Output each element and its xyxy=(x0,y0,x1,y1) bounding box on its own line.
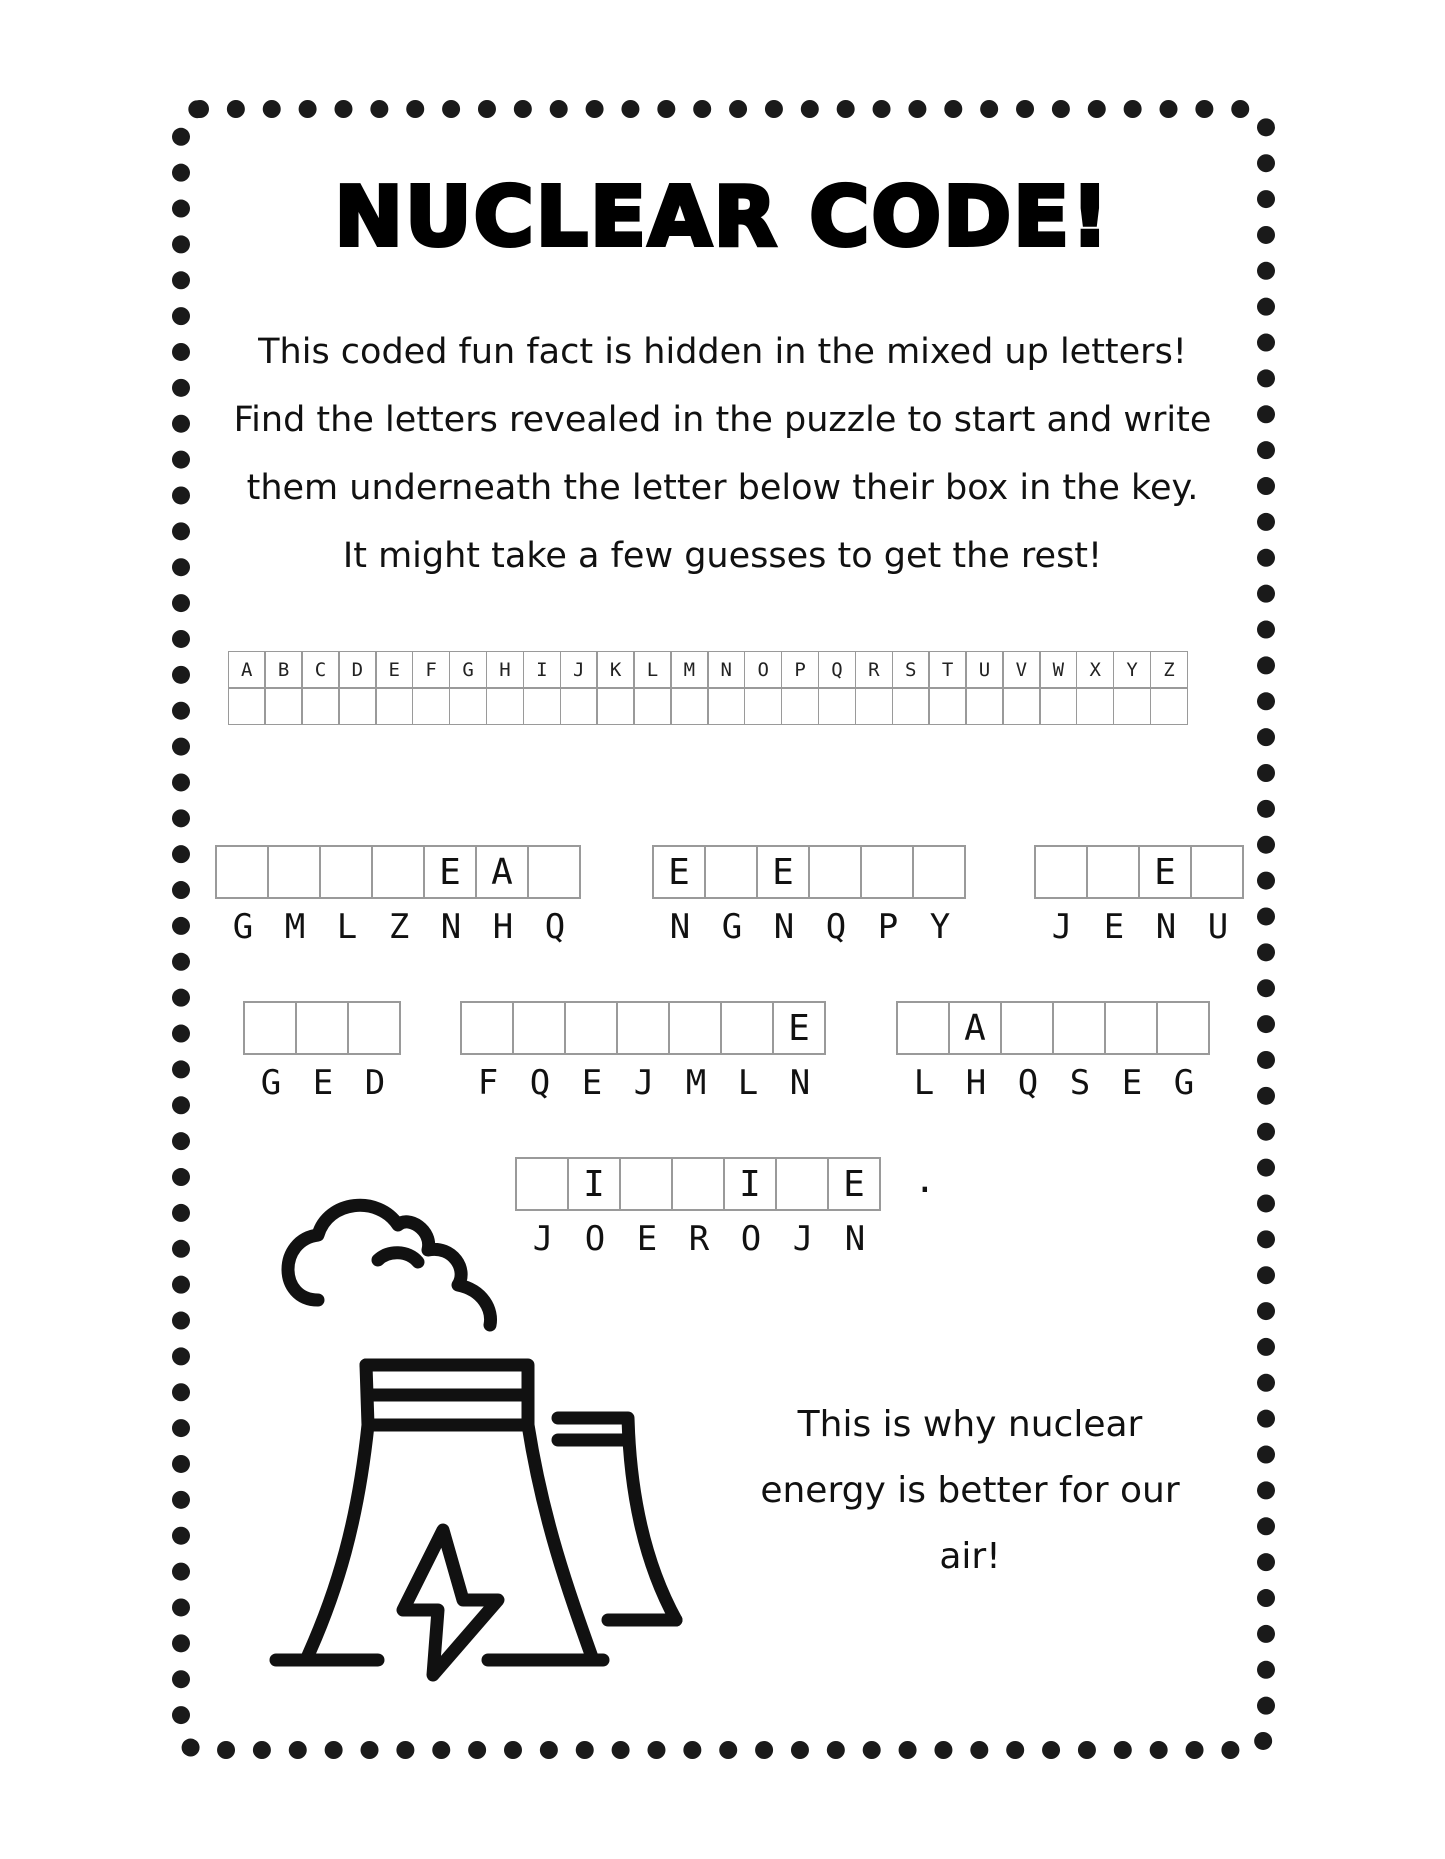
code-letter: J xyxy=(532,1219,554,1259)
answer-box[interactable]: E xyxy=(652,845,706,899)
answer-boxes xyxy=(1036,845,1244,899)
cipher-word-6 xyxy=(898,1001,1210,1107)
code-letter: E xyxy=(636,1219,658,1259)
key-answer-blank[interactable] xyxy=(965,687,1003,725)
key-answer-blank[interactable] xyxy=(1002,687,1040,725)
key-letter-e: E xyxy=(375,651,413,689)
sentence-period: . xyxy=(914,1160,936,1201)
answer-box[interactable] xyxy=(1052,1001,1106,1055)
key-answer-blank[interactable] xyxy=(449,687,487,725)
code-letter: Q xyxy=(544,907,566,947)
code-letter: M xyxy=(685,1063,707,1103)
code-letter: L xyxy=(336,907,358,947)
code-letter: G xyxy=(232,907,254,947)
answer-box[interactable] xyxy=(1034,845,1088,899)
key-answer-blank[interactable] xyxy=(228,687,266,725)
code-letter: Y xyxy=(929,907,951,947)
key-letter-k: K xyxy=(596,651,634,689)
key-letter-w: W xyxy=(1039,651,1077,689)
page-title: NUCLEAR CODE! xyxy=(334,170,1111,265)
answer-box[interactable] xyxy=(1104,1001,1158,1055)
key-letter-x: X xyxy=(1076,651,1114,689)
key-answer-blank[interactable] xyxy=(670,687,708,725)
code-letter: L xyxy=(913,1063,935,1103)
key-letter-p: P xyxy=(781,651,819,689)
code-letter: J xyxy=(633,1063,655,1103)
answer-box[interactable] xyxy=(295,1001,349,1055)
code-letter: N xyxy=(669,907,691,947)
cipher-word-1 xyxy=(217,845,581,951)
key-letter-y: Y xyxy=(1113,651,1151,689)
answer-box[interactable] xyxy=(512,1001,566,1055)
code-letter: Q xyxy=(529,1063,551,1103)
cipher-word-2 xyxy=(654,845,966,951)
code-letter: N xyxy=(789,1063,811,1103)
key-letter-q: Q xyxy=(818,651,856,689)
answer-box[interactable] xyxy=(912,845,966,899)
answer-box[interactable] xyxy=(319,845,373,899)
code-letter: D xyxy=(364,1063,386,1103)
key-letter-a: A xyxy=(228,651,266,689)
cipher-word-3 xyxy=(1036,845,1244,951)
answer-box[interactable] xyxy=(616,1001,670,1055)
code-letters xyxy=(898,1059,1210,1107)
code-letter: G xyxy=(1173,1063,1195,1103)
key-answer-blank[interactable] xyxy=(1150,687,1188,725)
code-letter: R xyxy=(688,1219,710,1259)
answer-boxes xyxy=(462,1001,826,1055)
answer-box[interactable] xyxy=(527,845,581,899)
answer-box[interactable]: E xyxy=(756,845,810,899)
code-letters xyxy=(245,1059,401,1107)
answer-box[interactable]: A xyxy=(475,845,529,899)
key-letter-f: F xyxy=(412,651,450,689)
code-letter: N xyxy=(1155,907,1177,947)
code-letter: N xyxy=(844,1219,866,1259)
key-letter-z: Z xyxy=(1150,651,1188,689)
answer-box[interactable]: A xyxy=(948,1001,1002,1055)
key-letter-o: O xyxy=(744,651,782,689)
key-letter-m: M xyxy=(670,651,708,689)
code-letter: G xyxy=(721,907,743,947)
alphabet-key xyxy=(229,652,1188,725)
key-answer-blank[interactable] xyxy=(375,687,413,725)
code-letter: J xyxy=(792,1219,814,1259)
code-letter: S xyxy=(1069,1063,1091,1103)
key-answer-blank[interactable] xyxy=(338,687,376,725)
cipher-word-4 xyxy=(245,1001,401,1107)
code-letter: N xyxy=(440,907,462,947)
key-answer-row xyxy=(229,689,1188,726)
code-letter: L xyxy=(737,1063,759,1103)
key-answer-blank[interactable] xyxy=(596,687,634,725)
code-letter: H xyxy=(492,907,514,947)
key-answer-blank[interactable] xyxy=(892,687,930,725)
answer-boxes xyxy=(654,845,966,899)
code-letter: P xyxy=(877,907,899,947)
key-answer-blank[interactable] xyxy=(928,687,966,725)
answer-box[interactable] xyxy=(808,845,862,899)
key-answer-blank[interactable] xyxy=(486,687,524,725)
code-letter: M xyxy=(284,907,306,947)
answer-box[interactable] xyxy=(564,1001,618,1055)
answer-box[interactable] xyxy=(267,845,321,899)
code-letter: U xyxy=(1207,907,1229,947)
code-letter: H xyxy=(965,1063,987,1103)
answer-box[interactable] xyxy=(215,845,269,899)
key-answer-blank[interactable] xyxy=(818,687,856,725)
nuclear-power-plant-icon xyxy=(258,1190,698,1720)
key-letter-d: D xyxy=(338,651,376,689)
fun-fact-note: This is why nuclear energy is better for our air! xyxy=(760,1404,1180,1577)
answer-box[interactable] xyxy=(1190,845,1244,899)
key-answer-blank[interactable] xyxy=(560,687,598,725)
answer-box[interactable] xyxy=(371,845,425,899)
key-answer-blank[interactable] xyxy=(781,687,819,725)
code-letter: Q xyxy=(825,907,847,947)
key-answer-blank[interactable] xyxy=(855,687,893,725)
answer-box[interactable]: E xyxy=(827,1157,881,1211)
key-answer-blank[interactable] xyxy=(523,687,561,725)
key-letter-l: L xyxy=(633,651,671,689)
key-answer-blank[interactable] xyxy=(707,687,745,725)
answer-box[interactable]: E xyxy=(772,1001,826,1055)
code-letters xyxy=(654,903,966,951)
key-answer-blank[interactable] xyxy=(633,687,671,725)
code-letter: N xyxy=(773,907,795,947)
code-letter: J xyxy=(1051,907,1073,947)
key-letter-r: R xyxy=(855,651,893,689)
instructions-text: This coded fun fact is hidden in the mixed up letters! Find the letters revealed in the puzzle to start and write them underneath the letter below their box in the key. It might take a few guesses to get the rest! xyxy=(233,332,1212,576)
answer-boxes xyxy=(245,1001,401,1055)
answer-box[interactable] xyxy=(720,1001,774,1055)
code-letter: E xyxy=(312,1063,334,1103)
answer-box[interactable] xyxy=(860,845,914,899)
key-letter-c: C xyxy=(301,651,339,689)
code-letter: G xyxy=(260,1063,282,1103)
answer-box[interactable]: I xyxy=(567,1157,621,1211)
answer-box[interactable] xyxy=(1086,845,1140,899)
code-letter: E xyxy=(1121,1063,1143,1103)
answer-box[interactable]: E xyxy=(423,845,477,899)
key-letter-u: U xyxy=(965,651,1003,689)
key-answer-blank[interactable] xyxy=(744,687,782,725)
answer-boxes xyxy=(898,1001,1210,1055)
key-answer-blank[interactable] xyxy=(264,687,302,725)
key-letter-g: G xyxy=(449,651,487,689)
key-answer-blank[interactable] xyxy=(1113,687,1151,725)
key-answer-blank[interactable] xyxy=(412,687,450,725)
key-letter-t: T xyxy=(928,651,966,689)
code-letter: Z xyxy=(388,907,410,947)
key-letter-n: N xyxy=(707,651,745,689)
answer-box[interactable]: E xyxy=(1138,845,1192,899)
code-letter: F xyxy=(477,1063,499,1103)
code-letter: O xyxy=(740,1219,762,1259)
key-letter-v: V xyxy=(1002,651,1040,689)
key-answer-blank[interactable] xyxy=(1076,687,1114,725)
key-letter-row xyxy=(229,652,1188,689)
answer-box[interactable] xyxy=(704,845,758,899)
key-letter-h: H xyxy=(486,651,524,689)
answer-box[interactable] xyxy=(896,1001,950,1055)
answer-box[interactable] xyxy=(1156,1001,1210,1055)
code-letter: E xyxy=(1103,907,1125,947)
code-letters xyxy=(462,1059,826,1107)
code-letter: E xyxy=(581,1063,603,1103)
code-letters xyxy=(1036,903,1244,951)
key-letter-j: J xyxy=(560,651,598,689)
answer-box[interactable] xyxy=(460,1001,514,1055)
answer-box[interactable] xyxy=(668,1001,722,1055)
answer-box[interactable] xyxy=(243,1001,297,1055)
code-letter: O xyxy=(584,1219,606,1259)
code-letter: Q xyxy=(1017,1063,1039,1103)
key-letter-s: S xyxy=(892,651,930,689)
answer-box[interactable] xyxy=(1000,1001,1054,1055)
cipher-word-5 xyxy=(462,1001,826,1107)
answer-box[interactable]: I xyxy=(723,1157,777,1211)
answer-box[interactable] xyxy=(775,1157,829,1211)
answer-box[interactable] xyxy=(347,1001,401,1055)
key-letter-b: B xyxy=(264,651,302,689)
code-letters xyxy=(217,903,581,951)
key-answer-blank[interactable] xyxy=(301,687,339,725)
answer-boxes xyxy=(217,845,581,899)
key-letter-i: I xyxy=(523,651,561,689)
key-answer-blank[interactable] xyxy=(1039,687,1077,725)
